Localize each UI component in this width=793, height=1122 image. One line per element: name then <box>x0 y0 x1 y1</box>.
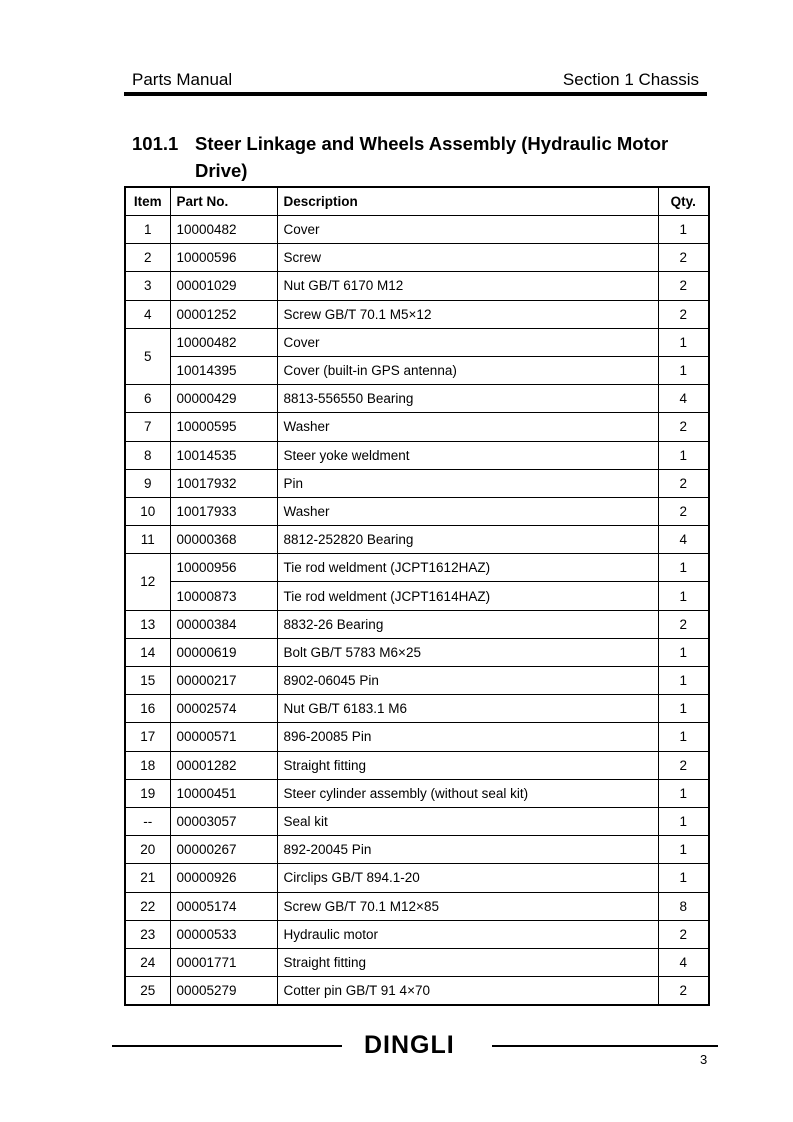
cell-part-no: 10000873 <box>170 582 277 610</box>
cell-description: Circlips GB/T 894.1-20 <box>277 864 658 892</box>
cell-item: 6 <box>125 385 170 413</box>
cell-qty: 2 <box>658 610 709 638</box>
table-row <box>125 554 709 582</box>
parts-table-body <box>125 216 709 1006</box>
cell-item: 17 <box>125 723 170 751</box>
cell-description: 8902-06045 Pin <box>277 667 658 695</box>
cell-part-no: 00000384 <box>170 610 277 638</box>
cell-description: Bolt GB/T 5783 M6×25 <box>277 638 658 666</box>
cell-item: 24 <box>125 948 170 976</box>
table-row <box>125 892 709 920</box>
cell-description: Steer cylinder assembly (without seal kit) <box>277 779 658 807</box>
cell-qty: 1 <box>658 554 709 582</box>
cell-description: 8832-26 Bearing <box>277 610 658 638</box>
cell-qty: 4 <box>658 526 709 554</box>
cell-part-no: 00002574 <box>170 695 277 723</box>
cell-qty: 2 <box>658 497 709 525</box>
cell-description: Tie rod weldment (JCPT1614HAZ) <box>277 582 658 610</box>
cell-part-no: 00000926 <box>170 864 277 892</box>
cell-qty: 1 <box>658 356 709 384</box>
cell-part-no: 10017933 <box>170 497 277 525</box>
cell-qty: 2 <box>658 751 709 779</box>
table-row <box>125 244 709 272</box>
cell-part-no: 00000533 <box>170 920 277 948</box>
cell-item: 18 <box>125 751 170 779</box>
cell-part-no: 10000596 <box>170 244 277 272</box>
cell-item: 20 <box>125 836 170 864</box>
section-number: 101.1 <box>132 133 179 154</box>
cell-item: 23 <box>125 920 170 948</box>
cell-part-no: 00003057 <box>170 807 277 835</box>
table-row <box>125 920 709 948</box>
table-row <box>125 723 709 751</box>
table-row <box>125 948 709 976</box>
cell-description: Pin <box>277 469 658 497</box>
cell-description: Cover <box>277 328 658 356</box>
column-header-description: Description <box>277 187 658 216</box>
cell-qty: 1 <box>658 864 709 892</box>
cell-description: Steer yoke weldment <box>277 441 658 469</box>
table-row <box>125 526 709 554</box>
cell-qty: 1 <box>658 216 709 244</box>
cell-part-no: 00000267 <box>170 836 277 864</box>
cell-item: 3 <box>125 272 170 300</box>
cell-qty: 1 <box>658 779 709 807</box>
cell-description: 896-20085 Pin <box>277 723 658 751</box>
cell-description: Straight fitting <box>277 948 658 976</box>
cell-qty: 1 <box>658 328 709 356</box>
cell-qty: 1 <box>658 638 709 666</box>
cell-description: Cotter pin GB/T 91 4×70 <box>277 977 658 1006</box>
cell-item: 11 <box>125 526 170 554</box>
footer-divider-left <box>112 1045 342 1047</box>
cell-item: 1 <box>125 216 170 244</box>
cell-description: Tie rod weldment (JCPT1612HAZ) <box>277 554 658 582</box>
cell-description: Straight fitting <box>277 751 658 779</box>
cell-item: 8 <box>125 441 170 469</box>
cell-part-no: 00001029 <box>170 272 277 300</box>
cell-description: Washer <box>277 497 658 525</box>
cell-qty: 1 <box>658 807 709 835</box>
cell-qty: 2 <box>658 413 709 441</box>
cell-qty: 1 <box>658 695 709 723</box>
cell-part-no: 00001282 <box>170 751 277 779</box>
cell-qty: 2 <box>658 300 709 328</box>
table-row <box>125 356 709 384</box>
cell-item: 7 <box>125 413 170 441</box>
cell-item: 9 <box>125 469 170 497</box>
cell-item: 10 <box>125 497 170 525</box>
cell-part-no: 00000368 <box>170 526 277 554</box>
table-row <box>125 469 709 497</box>
cell-part-no: 00005174 <box>170 892 277 920</box>
footer-divider-right <box>492 1045 718 1047</box>
cell-item: 19 <box>125 779 170 807</box>
section-title: Section 1 Chassis <box>562 70 699 89</box>
cell-part-no: 10000956 <box>170 554 277 582</box>
cell-qty: 2 <box>658 977 709 1006</box>
table-row <box>125 864 709 892</box>
column-header-item: Item <box>125 187 170 216</box>
table-row <box>125 385 709 413</box>
table-row <box>125 807 709 835</box>
cell-part-no: 10000482 <box>170 216 277 244</box>
table-row <box>125 667 709 695</box>
dingli-logo: DINGLI <box>364 1031 455 1059</box>
cell-item: -- <box>125 807 170 835</box>
table-row <box>125 610 709 638</box>
cell-part-no: 00000217 <box>170 667 277 695</box>
cell-description: 892-20045 Pin <box>277 836 658 864</box>
table-row <box>125 441 709 469</box>
cell-item: 13 <box>125 610 170 638</box>
header-divider <box>124 92 707 96</box>
cell-part-no: 10000482 <box>170 328 277 356</box>
cell-item: 22 <box>125 892 170 920</box>
cell-description: Nut GB/T 6183.1 M6 <box>277 695 658 723</box>
cell-description: Seal kit <box>277 807 658 835</box>
cell-item: 25 <box>125 977 170 1006</box>
cell-part-no: 00000619 <box>170 638 277 666</box>
column-header-qty: Qty. <box>658 187 709 216</box>
cell-qty: 8 <box>658 892 709 920</box>
cell-description: Screw GB/T 70.1 M5×12 <box>277 300 658 328</box>
cell-item: 4 <box>125 300 170 328</box>
table-row <box>125 272 709 300</box>
cell-item: 5 <box>125 328 170 384</box>
cell-qty: 2 <box>658 469 709 497</box>
cell-qty: 1 <box>658 441 709 469</box>
cell-part-no: 10014535 <box>170 441 277 469</box>
cell-qty: 1 <box>658 582 709 610</box>
table-row <box>125 497 709 525</box>
cell-item: 12 <box>125 554 170 610</box>
cell-part-no: 00005279 <box>170 977 277 1006</box>
column-header-part-no: Part No. <box>170 187 277 216</box>
cell-description: Screw GB/T 70.1 M12×85 <box>277 892 658 920</box>
table-row <box>125 216 709 244</box>
manual-title: Parts Manual <box>132 70 233 89</box>
cell-qty: 4 <box>658 948 709 976</box>
table-row <box>125 977 709 1006</box>
table-header-row <box>125 187 709 216</box>
section-heading: Steer Linkage and Wheels Assembly (Hydraulic Motor Drive) <box>195 133 669 181</box>
cell-qty: 1 <box>658 836 709 864</box>
table-row <box>125 328 709 356</box>
cell-description: Cover (built-in GPS antenna) <box>277 356 658 384</box>
cell-part-no: 10000595 <box>170 413 277 441</box>
table-row <box>125 779 709 807</box>
cell-description: Nut GB/T 6170 M12 <box>277 272 658 300</box>
cell-description: Hydraulic motor <box>277 920 658 948</box>
cell-item: 16 <box>125 695 170 723</box>
cell-description: Screw <box>277 244 658 272</box>
cell-qty: 2 <box>658 244 709 272</box>
cell-part-no: 10014395 <box>170 356 277 384</box>
cell-part-no: 00000429 <box>170 385 277 413</box>
table-row <box>125 300 709 328</box>
cell-part-no: 00000571 <box>170 723 277 751</box>
cell-description: Washer <box>277 413 658 441</box>
table-row <box>125 836 709 864</box>
cell-part-no: 10000451 <box>170 779 277 807</box>
table-row <box>125 413 709 441</box>
table-row <box>125 638 709 666</box>
table-row <box>125 582 709 610</box>
parts-table <box>124 186 710 1006</box>
cell-description: 8812-252820 Bearing <box>277 526 658 554</box>
cell-qty: 4 <box>658 385 709 413</box>
table-row <box>125 751 709 779</box>
cell-item: 14 <box>125 638 170 666</box>
cell-qty: 1 <box>658 667 709 695</box>
cell-item: 21 <box>125 864 170 892</box>
table-row <box>125 695 709 723</box>
cell-part-no: 10017932 <box>170 469 277 497</box>
cell-part-no: 00001771 <box>170 948 277 976</box>
cell-description: Cover <box>277 216 658 244</box>
cell-item: 15 <box>125 667 170 695</box>
cell-part-no: 00001252 <box>170 300 277 328</box>
cell-qty: 2 <box>658 920 709 948</box>
cell-qty: 2 <box>658 272 709 300</box>
page-number: 3 <box>700 1052 708 1067</box>
cell-item: 2 <box>125 244 170 272</box>
cell-description: 8813-556550 Bearing <box>277 385 658 413</box>
cell-qty: 1 <box>658 723 709 751</box>
